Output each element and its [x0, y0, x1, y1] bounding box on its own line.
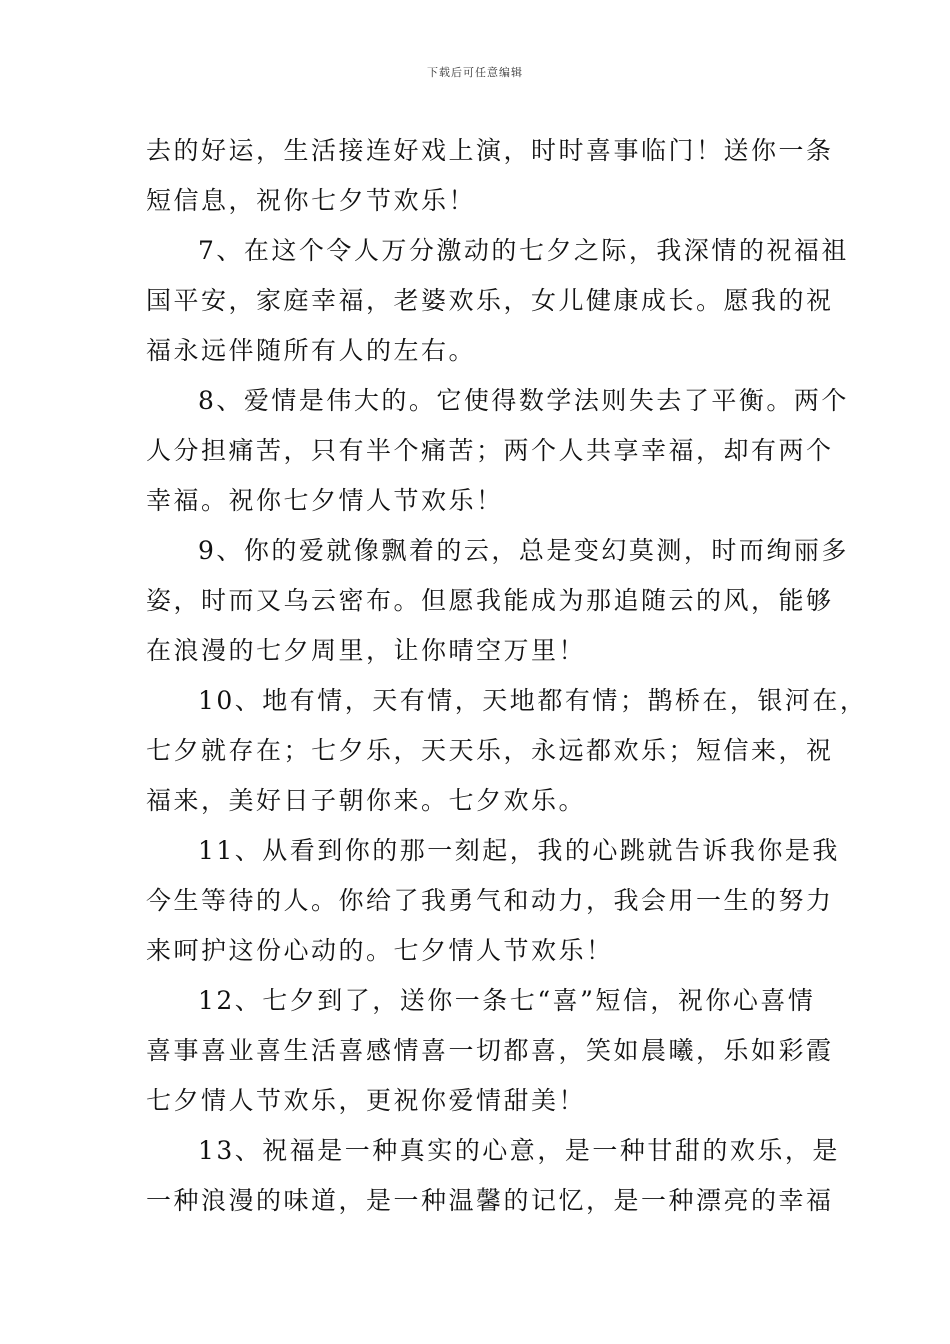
- text-line: 9、你的爱就像飘着的云，总是变幻莫测，时而绚丽多: [198, 536, 849, 565]
- document-body: [146, 126, 868, 1226]
- text-line: 在浪漫的七夕周里，让你晴空万里！: [146, 636, 587, 665]
- text-line: 福永远伴随所有人的左右。: [146, 336, 477, 365]
- text-line: 姿，时而又乌云密布。但愿我能成为那追随云的风，能够: [146, 586, 834, 615]
- text-line: 福来，美好日子朝你来。七夕欢乐。: [146, 786, 587, 815]
- text-line: 七夕就存在；七夕乐，天天乐，永远都欢乐；短信来，祝: [146, 736, 834, 765]
- paragraph-10: [146, 676, 868, 826]
- paragraph-7: [146, 226, 849, 376]
- text-line: 国平安，家庭幸福，老婆欢乐，女儿健康成长。愿我的祝: [146, 286, 834, 315]
- text-line: 12、七夕到了，送你一条七“喜”短信，祝你心喜情: [198, 986, 816, 1015]
- page-header: 下载后可任意编辑: [427, 66, 523, 79]
- text-line: 8、爱情是伟大的。它使得数学法则失去了平衡。两个: [198, 386, 849, 415]
- text-line: 13、祝福是一种真实的心意，是一种甘甜的欢乐，是: [198, 1136, 840, 1165]
- paragraph-11: [146, 826, 840, 976]
- paragraph-continued: [146, 126, 834, 226]
- text-line: 一种浪漫的味道，是一种温馨的记忆，是一种漂亮的幸福: [146, 1186, 834, 1215]
- text-line: 11、从看到你的那一刻起，我的心跳就告诉我你是我: [198, 836, 840, 865]
- text-line: 来呵护这份心动的。七夕情人节欢乐！: [146, 936, 614, 965]
- text-line: 喜事喜业喜生活喜感情喜一切都喜，笑如晨曦，乐如彩霞: [146, 1036, 834, 1065]
- paragraph-12: [146, 976, 834, 1126]
- text-line: 幸福。祝你七夕情人节欢乐！: [146, 486, 504, 515]
- text-line: 短信息，祝你七夕节欢乐！: [146, 186, 477, 215]
- paragraph-13: [146, 1126, 840, 1226]
- text-line: 人分担痛苦，只有半个痛苦；两个人共享幸福，却有两个: [146, 436, 834, 465]
- text-line: 7、在这个令人万分激动的七夕之际，我深情的祝福祖: [198, 236, 849, 265]
- paragraph-9: [146, 526, 849, 676]
- text-line: 去的好运，生活接连好戏上演，时时喜事临门！送你一条: [146, 136, 834, 165]
- text-line: 10、地有情，天有情，天地都有情；鹊桥在，银河在，: [198, 686, 868, 715]
- paragraph-8: [146, 376, 849, 526]
- text-line: 七夕情人节欢乐，更祝你爱情甜美！: [146, 1086, 587, 1115]
- text-line: 今生等待的人。你给了我勇气和动力，我会用一生的努力: [146, 886, 834, 915]
